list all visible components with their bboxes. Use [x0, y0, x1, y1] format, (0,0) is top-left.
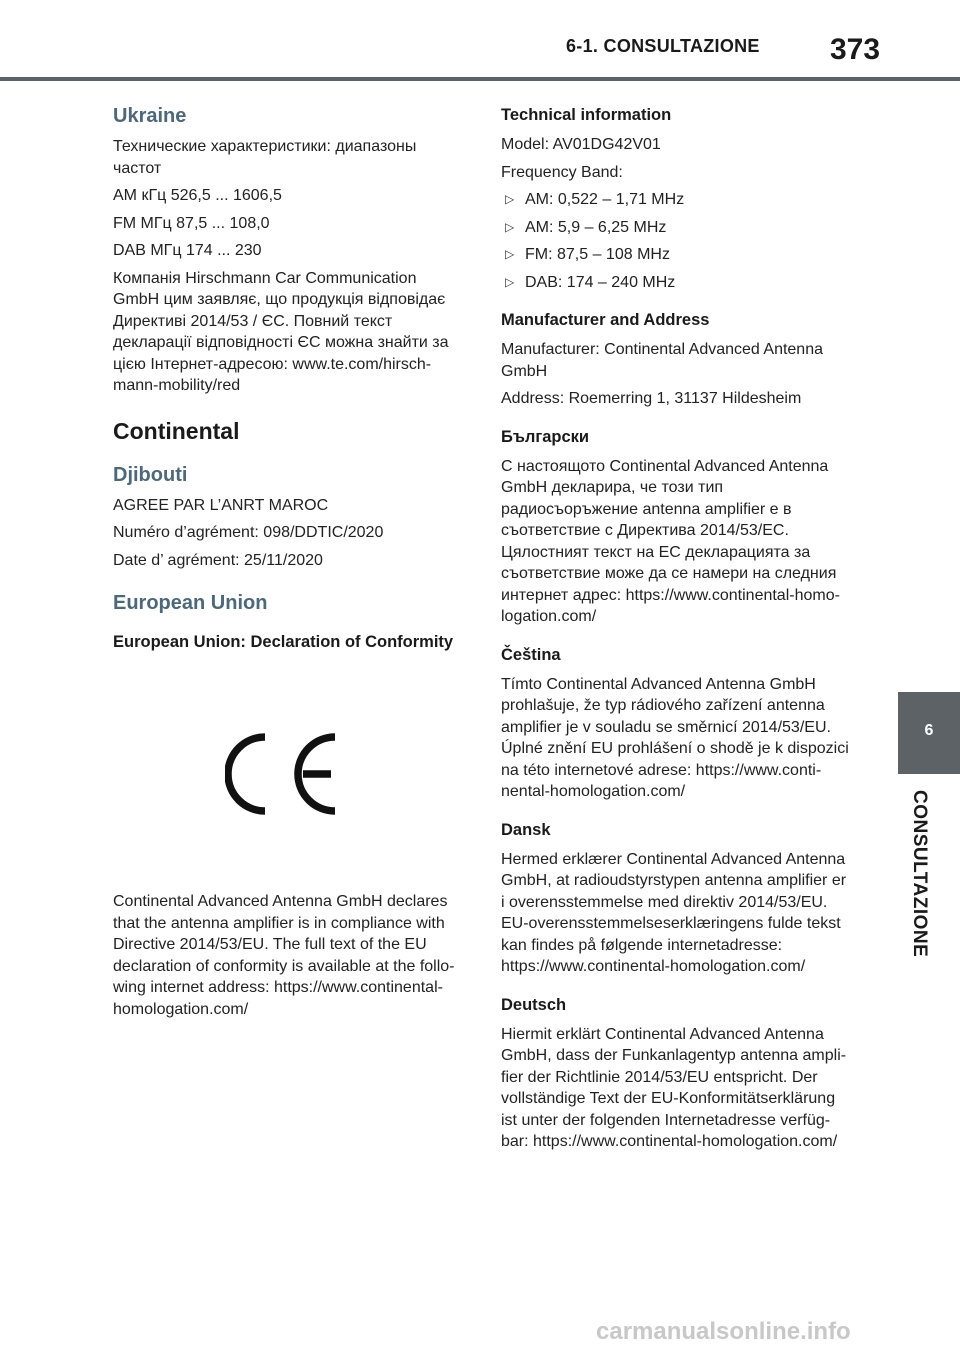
- list-item: [501, 244, 851, 266]
- ukraine-paragraph: DAB МГц 174 ... 230: [113, 242, 262, 259]
- bullet-text: AM: 0,522 – 1,71 MHz: [525, 191, 685, 208]
- ce-mark-icon: [225, 733, 340, 815]
- bullet-text: DAB: 174 – 240 MHz: [525, 273, 676, 291]
- triangle-right-icon: ▷: [505, 247, 515, 261]
- german-paragraph: Hiermit erklärt Continental Advanced Antenna GmbH, dass der Funkanlagentyp antenna ampli-fier der Richtlinie 2014/53/EU entspricht. Der vollständige Text der EU-Konformitätserklärung ist unter der folgenden Internetadresse verfüg-bar: https://www.continental-homologation.com/: [501, 1025, 847, 1150]
- section-title: 6-1. CONSULTAZIONE: [566, 36, 760, 56]
- triangle-right-icon: ▷: [505, 274, 515, 289]
- list-item: [501, 272, 851, 294]
- chapter-tab[interactable]: [898, 692, 960, 774]
- bullet-text: AM: 5,9 – 6,25 MHz: [525, 218, 667, 236]
- bulgarian-paragraph: С настоящото Continental Advanced Antenna GmbH декларира, че този тип радиосъоръжение antenna amplifier е в съответствие с Директива 2014/53/ЕС. Цялостният текст на ЕС декларацията за съответствие може да се намери на следния интернет адрес: https://www.continental-homo-logation.com/: [501, 457, 840, 625]
- czech-paragraph: Tímto Continental Advanced Antenna GmbH prohlašuje, že typ rádiového zařízení antenna amplifier je v souladu se směrnicí 2014/53/EU. Úplné znění EU prohlášení o shodě je k dispozici na této internetové adrese: https://www.conti-nental-homologation.com/: [501, 675, 849, 800]
- ce-mark-container: [113, 661, 463, 891]
- list-item: [501, 217, 851, 239]
- djibouti-heading: Djibouti: [113, 463, 188, 486]
- manufacturer-heading: Manufacturer and Address: [501, 311, 710, 329]
- list-item: [501, 189, 851, 211]
- bullet-text: FM: 87,5 – 108 MHz: [525, 246, 670, 263]
- chapter-side-label: CONSULTAZIONE: [909, 790, 930, 958]
- model-text: Model: AV01DG42V01: [501, 136, 661, 153]
- czech-heading: Čeština: [501, 645, 561, 664]
- eu-heading: European Union: [113, 592, 268, 614]
- danish-paragraph: Hermed erklærer Continental Advanced Antenna GmbH, at radioudstyrstypen antenna amplifier er i overensstemmelse med direktiv 2014/53/EU. EU-overensstemmelseserklæringens fulde tekst kan findes på følgende internetadresse: https://www.continental-homologation.com/: [501, 850, 847, 975]
- technical-heading: Technical information: [501, 106, 672, 124]
- triangle-right-icon: ▷: [505, 219, 515, 234]
- ukraine-paragraph: Технические характеристики: диапазоны частот: [113, 138, 417, 177]
- ukraine-paragraph: FM МГц 87,5 ... 108,0: [113, 214, 270, 232]
- continental-heading: Continental: [113, 417, 240, 444]
- ukraine-heading: Ukraine: [113, 105, 187, 127]
- djibouti-paragraph: Numéro d’agrément: 098/DDTIC/2020: [113, 524, 384, 541]
- eu-subheading: European Union: Declaration of Conformity: [113, 633, 454, 651]
- ukraine-paragraph: АМ кГц 526,5 ... 1606,5: [113, 187, 282, 204]
- danish-heading: Dansk: [501, 820, 551, 839]
- page-number: 373: [830, 33, 881, 66]
- eu-paragraph: Continental Advanced Antenna GmbH declares that the antenna amplifier is in compliance with Directive 2014/53/EU. The full text of the EU declaration of conformity is available at the follo-wing internet address: https://www.continental-homologation.com/: [113, 893, 455, 1018]
- bulgarian-heading: Български: [501, 427, 590, 446]
- watermark: carmanualsonline.info: [596, 1318, 851, 1345]
- header-divider: [0, 77, 960, 81]
- triangle-right-icon: ▷: [505, 192, 515, 206]
- djibouti-paragraph: Date d’ agrément: 25/11/2020: [113, 551, 323, 569]
- german-heading: Deutsch: [501, 995, 567, 1014]
- address-paragraph: Address: Roemerring 1, 31137 Hildesheim: [501, 390, 802, 407]
- ukraine-paragraph: Компанія Hirschmann Car Communication GmbH цим заявляє, що продукція відповідає Директиві 2014/53 / ЄС. Повний текст декларації відповідності ЄС можна знайти за цією Інтернет-адресою: www.te.com/hirsch-mann-mobility/red: [113, 269, 449, 394]
- left-column: [113, 104, 463, 1026]
- frequency-label: Frequency Band:: [501, 163, 623, 181]
- right-column: [501, 104, 851, 1159]
- manufacturer-paragraph: Manufacturer: Continental Advanced Antenna GmbH: [501, 341, 823, 380]
- chapter-number: 6: [924, 722, 934, 739]
- djibouti-paragraph: AGREE PAR L’ANRT MAROC: [113, 496, 329, 514]
